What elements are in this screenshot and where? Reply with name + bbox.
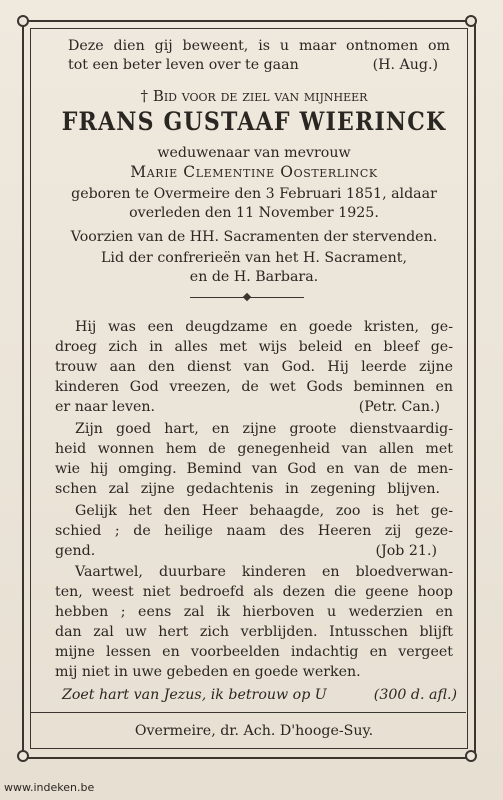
body-p3-last-text: gend. xyxy=(55,543,96,559)
indulgence-reference: (300 d. afl.) xyxy=(373,687,457,703)
spouse-name: Marie Clementine Oosterlinck xyxy=(130,163,378,181)
body-p2-line-3: wie hij omging. Bemind van God en van de men- xyxy=(55,461,453,477)
quote-reference: (H. Aug.) xyxy=(372,57,438,73)
body-p1-line-2: droeg zich in alles met wijs beleid en bleef ge- xyxy=(55,339,453,355)
confraternity-line: Lid der confrerieën van het H. Sacrament, xyxy=(101,250,407,266)
corner-ornament-br xyxy=(465,750,477,762)
corner-ornament-bl xyxy=(17,750,29,762)
body-p4-line-2: ten, weest niet bedroefd als dezen die geene hoop xyxy=(55,584,453,600)
sacraments-line: Voorzien van de HH. Sacramenten der stervenden. xyxy=(70,229,438,245)
widower-of: weduwenaar van mevrouw xyxy=(157,145,351,161)
printer-divider xyxy=(30,712,466,713)
body-p1-last-text: er naar leven. xyxy=(55,399,156,415)
printer-line: Overmeire, dr. Ach. D'hooge-Suy. xyxy=(134,723,374,739)
indulgence-prayer: Zoet hart van Jezus, ik betrouw op U xyxy=(62,687,327,703)
body-p4-line-1: Vaartwel, duurbare kinderen en bloedverwan- xyxy=(75,564,453,580)
body-p2-line-1: Zijn goed hart, en zijne groote dienstvaardig- xyxy=(75,421,453,437)
body-p2-last: schen zal zijne gedachtenis in zegening blijven. xyxy=(55,481,440,497)
birth-line: geboren te Overmeire den 3 Februari 1851, aldaar xyxy=(71,186,437,202)
body-p3-reference: (Job 21.) xyxy=(375,543,437,559)
body-p3-line-1: Gelijk het den Heer behaagde, zoo is het ge- xyxy=(75,503,453,519)
body-p4-line-4: dan zal uw hert zich verblijden. Intusschen blijft xyxy=(55,624,453,640)
body-p4-line-5: mijne lessen en voorbeelden indachtig en vergeet xyxy=(55,644,453,660)
body-p3-last xyxy=(55,542,437,561)
quote-line-1: Deze dien gij beweent, is u maar ontnomen om xyxy=(68,38,450,54)
quote-line-2 xyxy=(68,56,438,75)
body-p1-reference: (Petr. Can.) xyxy=(358,399,440,415)
corner-ornament-tl xyxy=(17,15,29,27)
deceased-name: FRANS GUSTAAF WIERINCK xyxy=(61,107,447,137)
body-p1-last xyxy=(55,398,440,417)
body-p1-line-1: Hij was een deugdzame en goede kristen, ge- xyxy=(75,319,453,335)
prayer-heading: † Bid voor de ziel van mijnheer xyxy=(140,87,368,105)
body-p1-line-4: kinderen God vreezen, de wet Gods beminnen en xyxy=(55,379,453,395)
corner-ornament-tr xyxy=(465,15,477,27)
body-p4-last: mij niet in uwe gebeden en goede werken. xyxy=(55,664,361,680)
body-p2-line-2: heid wonnen hem de genegenheid van allen met xyxy=(55,441,453,457)
watermark: www.indeken.be xyxy=(4,781,95,794)
body-p1-line-3: trouw aan den dienst van God. Hij leerde zijne xyxy=(55,359,453,375)
body-p4-line-3: hebben ; eens zal ik hierboven u wederzien en xyxy=(55,604,453,620)
body-p3-line-2: schied ; de heilige naam des Heeren zij geze- xyxy=(55,523,453,539)
barbara-line: en de H. Barbara. xyxy=(189,269,319,285)
quote-line-2-text: tot een beter leven over te gaan xyxy=(68,57,299,73)
death-line: overleden den 11 November 1925. xyxy=(129,205,379,221)
indulgence-line xyxy=(62,686,457,705)
